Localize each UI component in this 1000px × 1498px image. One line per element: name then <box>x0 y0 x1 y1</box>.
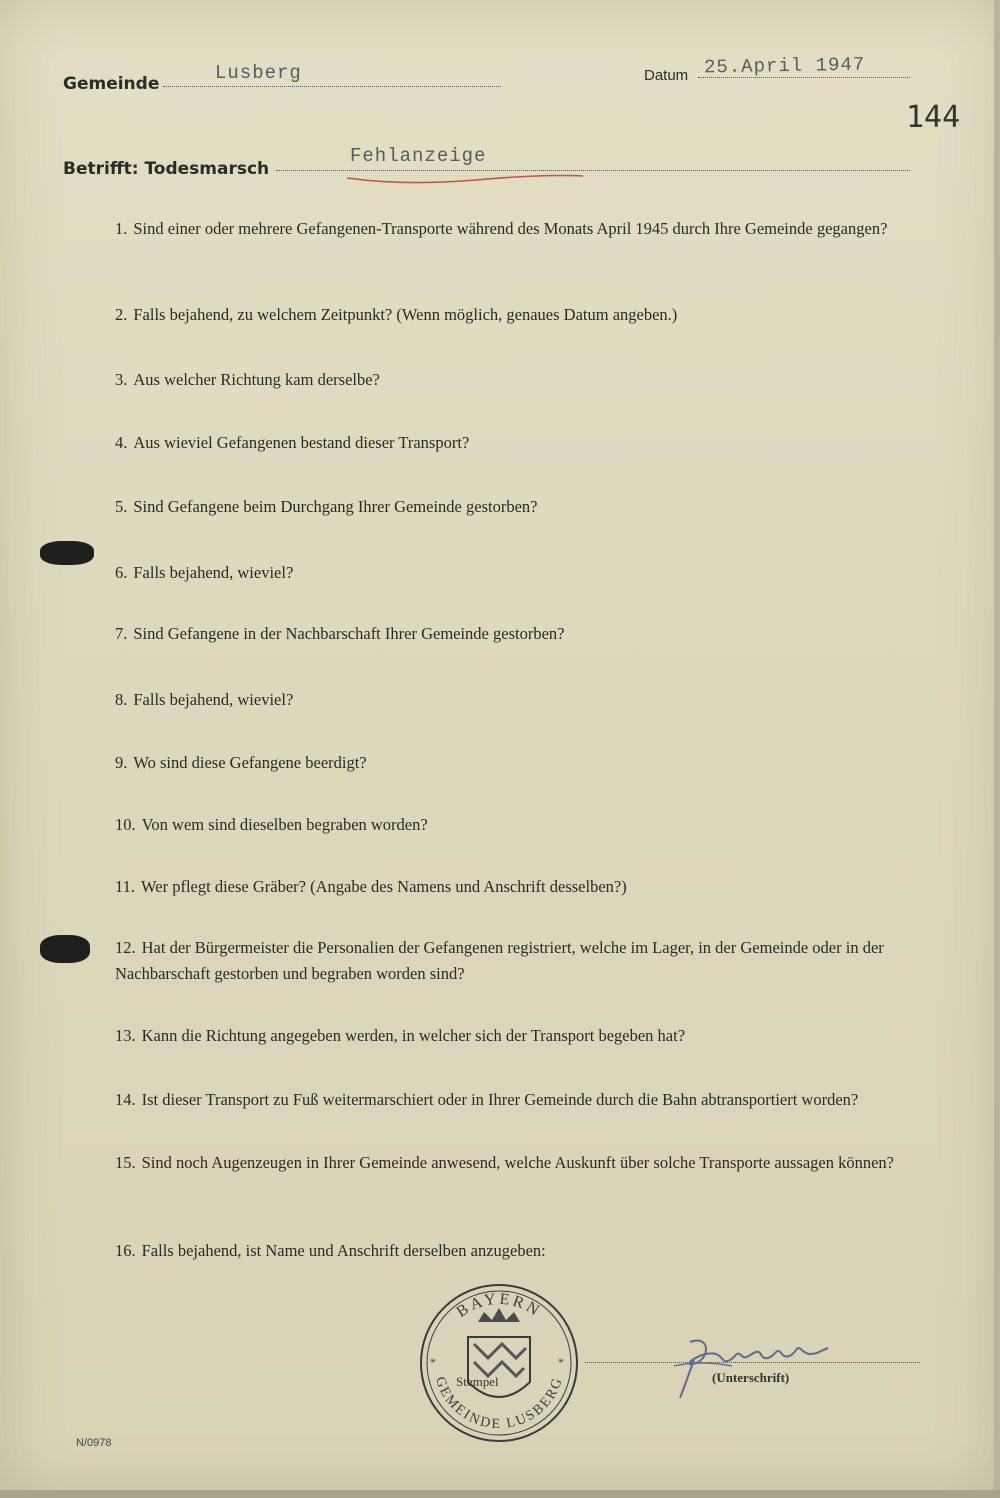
punch-hole-blot-top <box>40 541 94 565</box>
question-10: 10. Von wem sind dieselben begraben worden? <box>115 815 428 834</box>
datum-value: 25.April 1947 <box>703 53 866 79</box>
punch-hole-blot-bottom <box>40 935 90 963</box>
betrifft-label: Betrifft: Todesmarsch <box>63 159 270 179</box>
gemeinde-line <box>163 86 501 87</box>
svg-text:*: * <box>430 1355 436 1369</box>
municipal-stamp <box>418 1282 580 1444</box>
svg-text:*: * <box>558 1355 564 1369</box>
document-number: 144 <box>906 100 961 135</box>
question-3: 3. Aus welcher Richtung kam derselbe? <box>115 370 380 389</box>
stamp-top-text: BAYERN <box>453 1290 545 1321</box>
signature-caption: (Unterschrift) <box>712 1370 790 1385</box>
handwritten-signature <box>672 1332 832 1402</box>
question-6: 6. Falls bejahend, wieviel? <box>115 563 294 582</box>
question-4: 4. Aus wieviel Gefangenen bestand dieser Transport? <box>115 433 470 452</box>
betrifft-value: Fehlanzeige <box>350 145 487 167</box>
red-pencil-underline <box>345 172 585 186</box>
question-15: 15. Sind noch Augenzeugen in Ihrer Gemeinde anwesend, welche Auskunft über solche Transporte aussagen können? <box>115 1153 895 1172</box>
question-1: 1. Sind einer oder mehrere Gefangenen-Transporte während des Monats April 1945 durch Ihre Gemeinde gegangen? <box>115 219 888 238</box>
question-5: 5. Sind Gefangene beim Durchgang Ihrer Gemeinde gestorben? <box>115 497 538 516</box>
stamp-bottom-text: GEMEINDE LUSBERG <box>431 1374 567 1433</box>
datum-label: Datum <box>644 67 689 84</box>
question-7: 7. Sind Gefangene in der Nachbarschaft Ihrer Gemeinde gestorben? <box>115 624 565 643</box>
question-2: 2. Falls bejahend, zu welchem Zeitpunkt? (Wenn möglich, genaues Datum angeben.) <box>115 305 678 324</box>
question-14: 14. Ist dieser Transport zu Fuß weitermarschiert oder in Ihrer Gemeinde durch die Bahn abtransportiert worden? <box>115 1090 859 1109</box>
question-12: 12. Hat der Bürgermeister die Personalien der Gefangenen registriert, welche im Lager, in der Gemeinde oder in der Nachbarschaft gestorben und begraben worden sind? <box>115 938 884 983</box>
gemeinde-value: Lusberg <box>215 62 302 84</box>
question-9: 9. Wo sind diese Gefangene beerdigt? <box>115 753 367 772</box>
page-edge-bottom <box>0 1490 1000 1498</box>
question-13: 13. Kann die Richtung angegeben werden, in welcher sich der Transport begeben hat? <box>115 1026 686 1045</box>
question-8: 8. Falls bejahend, wieviel? <box>115 690 294 709</box>
svg-text:GEMEINDE LUSBERG <box>432 1375 566 1432</box>
question-11: 11. Wer pflegt diese Gräber? (Angabe des Namens und Anschrift desselben?) <box>115 877 627 896</box>
stamp-label: Stempel <box>456 1374 499 1389</box>
gemeinde-label: Gemeinde <box>63 74 160 94</box>
form-number: N/0978 <box>76 1437 112 1449</box>
page-edge-right <box>994 0 1000 1498</box>
betrifft-line <box>276 170 910 171</box>
question-16: 16. Falls bejahend, ist Name und Anschrift derselben anzugeben: <box>115 1241 546 1260</box>
